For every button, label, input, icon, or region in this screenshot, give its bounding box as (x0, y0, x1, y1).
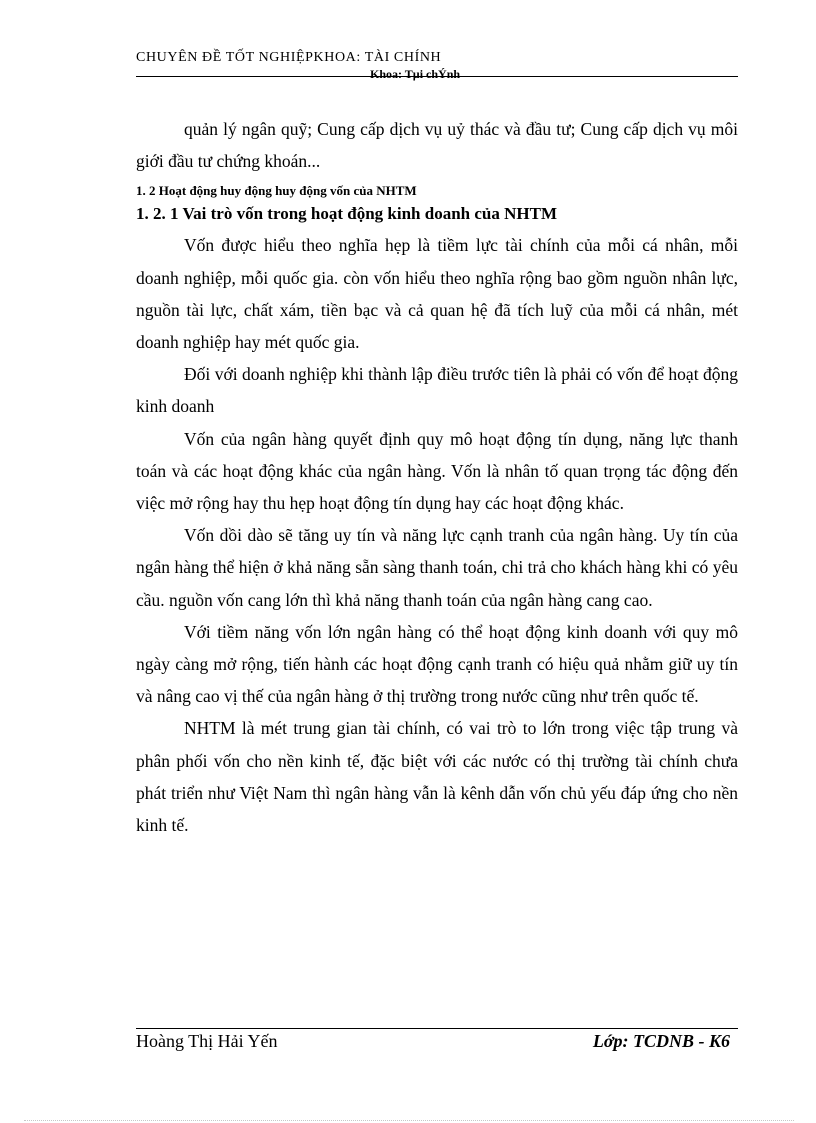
header-subtitle: Khoa: Tµi chÝnh (370, 67, 461, 81)
paragraph-5: Với tiềm năng vốn lớn ngân hàng có thể hoạt động kinh doanh với quy mô ngày càng mở rộng, tiến hành các hoạt động cạnh tranh có hiệu quả nhằm giữ uy tín và nâng cao vị thế của ngân hàng ở thị trường trong nước cũng như trên quốc tế. (136, 621, 738, 707)
section-heading-1-2: 1. 2 Hoạt động huy động huy động vốn của NHTM (136, 183, 417, 199)
paragraph-1: Vốn được hiểu theo nghĩa hẹp là tiềm lực tài chính của mỗi cá nhân, mỗi doanh nghiệp, mỗi quốc gia. còn vốn hiểu theo nghĩa rộng bao gồm nguồn nhân lực, nguồn tài lực, chất xám, tiền bạc và cả quan hệ đã tích luỹ của mỗi cá nhân, mét doanh nghiệp hay mét quốc gia. (136, 235, 738, 353)
footer-class: Lớp: TCDNB - K6 (592, 1031, 730, 1051)
intro-paragraph: quản lý ngân quỹ; Cung cấp dịch vụ uỷ thác và đầu tư; Cung cấp dịch vụ môi giới đầu tư chứng khoán... (136, 119, 738, 172)
paragraph-4: Vốn dồi dào sẽ tăng uy tín và năng lực cạnh tranh của ngân hàng. Uy tín của ngân hàng thể hiện ở khả năng sẵn sàng thanh toán, chi trả cho khách hàng khi có yêu cầu. nguồn vốn cang lớn thì khả năng thanh toán của ngân hàng cang cao. (136, 525, 738, 610)
footer-author: Hoàng Thị Hải Yến (136, 1031, 278, 1051)
header-divider (136, 76, 738, 77)
paragraph-6: NHTM là mét trung gian tài chính, có vai trò to lớn trong việc tập trung và phân phối vốn cho nền kinh tế, đặc biệt với các nước có thị trường tài chính chưa phát triển như Việt Nam thì ngân hàng vẫn là kênh dẫn vốn chủ yếu đáp ứng cho nền kinh tế. (136, 718, 738, 836)
page-bottom-edge (24, 1120, 794, 1121)
page-body (136, 113, 738, 841)
footer-divider (136, 1028, 738, 1029)
paragraph-2: Đối với doanh nghiệp khi thành lập điều trước tiên là phải có vốn để hoạt động kinh doanh (136, 364, 738, 417)
paragraph-3: Vốn của ngân hàng quyết định quy mô hoạt động tín dụng, năng lực thanh toán và các hoạt động khác của ngân hàng. Vốn là nhân tố quan trọng tác động đến việc mở rộng hay thu hẹp hoạt động tín dụng hay các hoạt động khác. (136, 428, 738, 514)
section-heading-1-2-1: 1. 2. 1 Vai trò vốn trong hoạt động kinh doanh của NHTM (136, 204, 558, 224)
header-title: CHUYÊN ĐỀ TỐT NGHIỆPKHOA: TÀI CHÍNH (136, 50, 442, 65)
